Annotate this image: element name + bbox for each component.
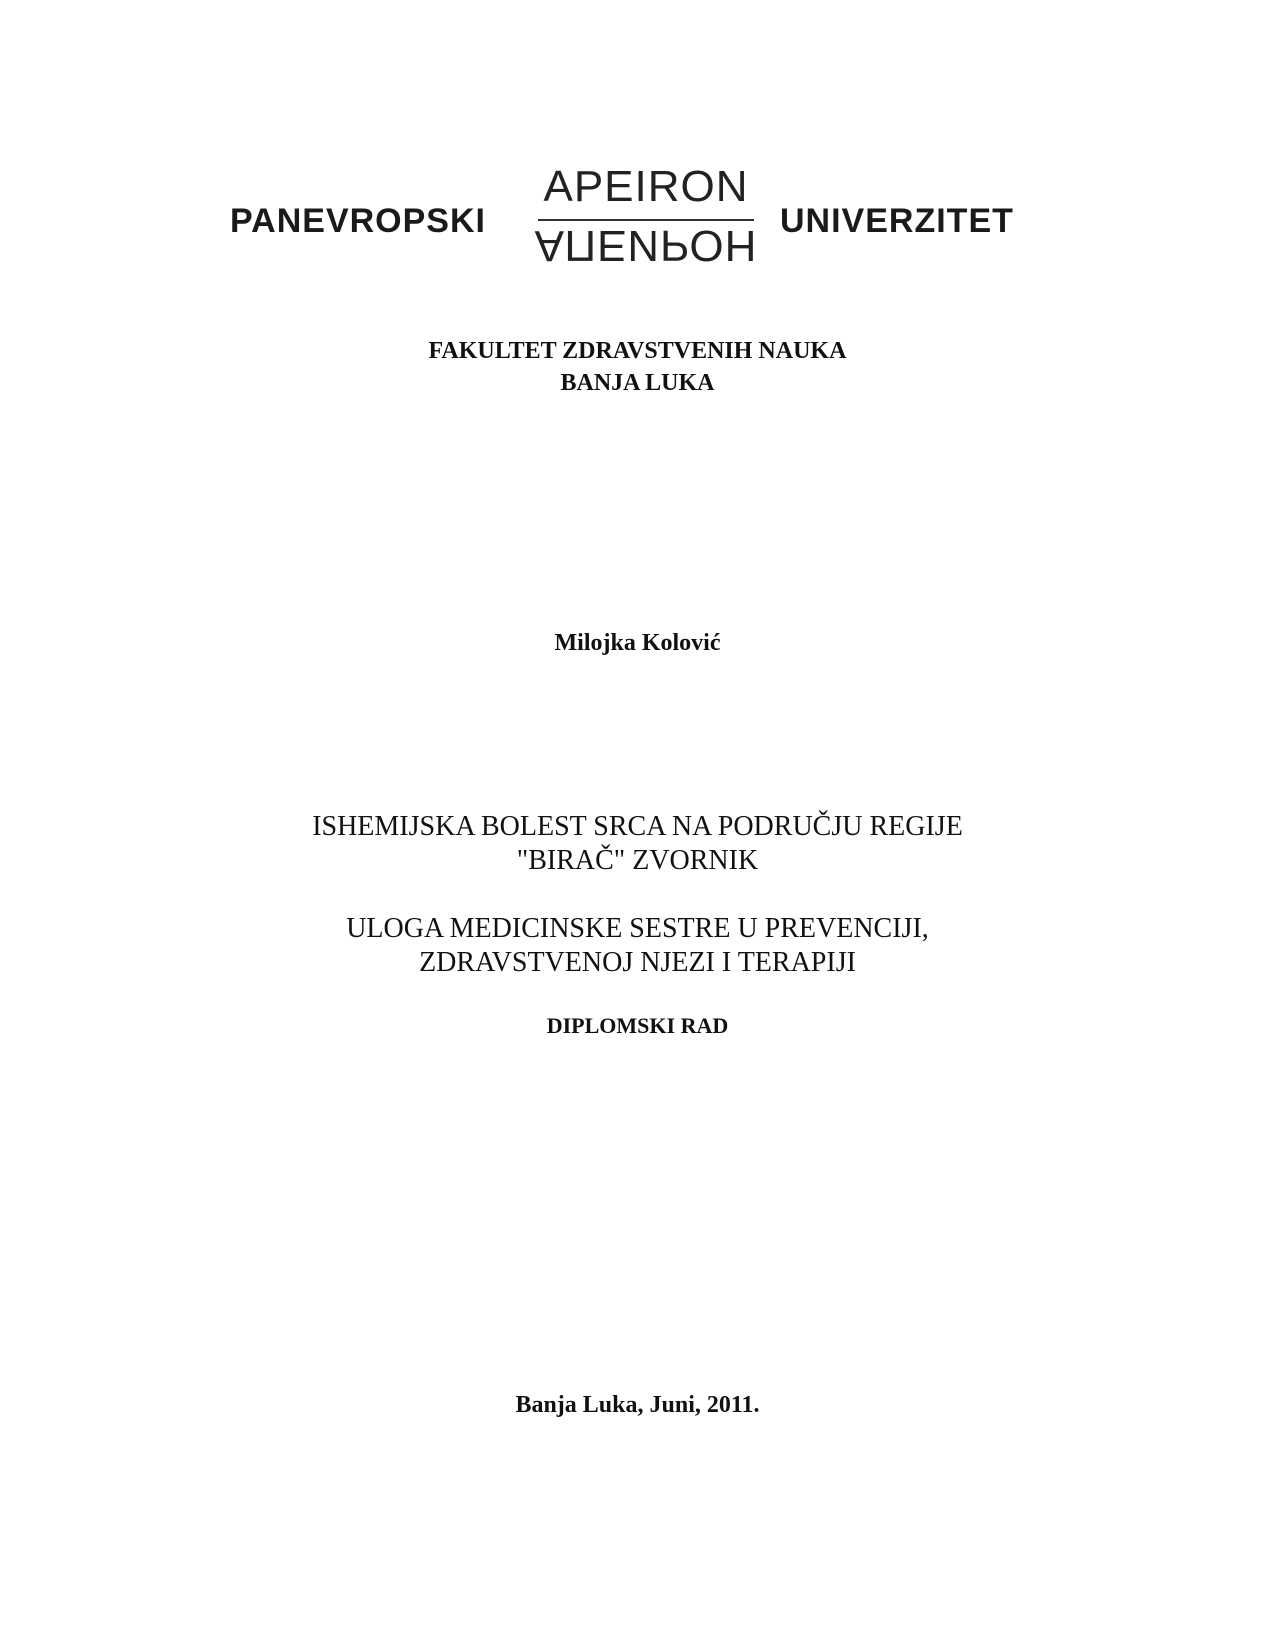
thesis-subtitle [0,912,1275,980]
logo-center-mirrored-text: АПЕИРОН [534,221,758,270]
author-name: Milojka Kolović [554,630,721,656]
thesis-type: DIPLOMSKI RAD [546,1013,729,1038]
thesis-subtitle-line-2: ZDRAVSTVENOJ NJEZI I TERAPIJI [419,947,856,978]
thesis-subtitle-line-1: ULOGA MEDICINSKE SESTRE U PREVENCIJI, [346,913,929,944]
logo-emblem [530,160,762,280]
faculty-city: BANJA LUKA [560,370,715,396]
thesis-title-line-2: "BIRAČ" ZVORNIK [516,845,759,876]
logo-right-text: UNIVERZITET [780,202,1014,240]
thesis-title-line-1: ISHEMIJSKA BOLEST SRCA NA PODRUČJU REGIJE [312,811,963,842]
logo-center-text: APEIRON [543,162,749,211]
faculty-heading [0,335,1275,399]
university-logo [230,160,1050,280]
place-and-date: Banja Luka, Juni, 2011. [515,1392,760,1418]
faculty-name: FAKULTET ZDRAVSTVENIH NAUKA [428,338,847,364]
logo-left-text: PANEVROPSKI [230,202,486,240]
thesis-title [0,810,1275,878]
